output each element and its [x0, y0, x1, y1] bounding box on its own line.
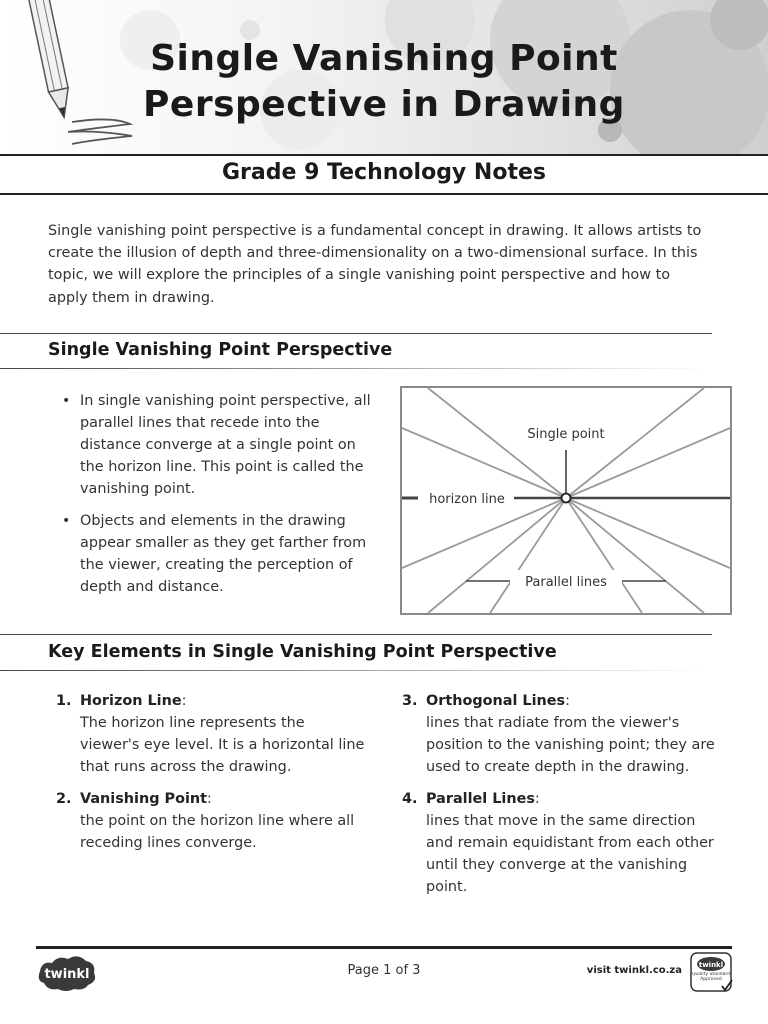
- bullet-icon: •: [62, 513, 71, 529]
- item-term: Parallel Lines: [426, 791, 535, 807]
- title-divider-bottom: [0, 193, 768, 195]
- vanishing-point-marker: [562, 494, 571, 503]
- item-term: Horizon Line: [80, 693, 182, 709]
- list-item: 2. Vanishing Point: the point on the horizon line where all receding lines converge.: [48, 788, 368, 854]
- item-description: the point on the horizon line where all receding lines converge.: [80, 813, 355, 851]
- section1-rule-bottom: [0, 368, 712, 369]
- bullet-icon: •: [62, 393, 71, 409]
- title-line-2: Perspective in Drawing: [143, 84, 625, 125]
- logo-text: twinkl: [44, 967, 90, 982]
- section1-rule-top: [0, 333, 712, 334]
- badge-title: twinkl: [698, 961, 724, 969]
- parallel-lines-label: Parallel lines: [525, 575, 607, 590]
- list-item: 4. Parallel Lines: lines that move in the same direction and remain equidistant from each other until they converge at the vanishing point.: [394, 788, 724, 898]
- key-elements-left-column: [48, 690, 368, 864]
- footer-divider: [36, 946, 732, 949]
- bullet-text: Objects and elements in the drawing appear smaller as they get farther from the viewer, creating the perception of depth and distance.: [80, 513, 367, 595]
- item-description: The horizon line represents the viewer's eye level. It is a horizontal line that runs across the drawing.: [80, 715, 365, 775]
- section2-rule-bottom: [0, 670, 712, 671]
- list-item: 3. Orthogonal Lines: lines that radiate from the viewer's position to the vanishing point; they are used to create depth in the drawing.: [394, 690, 724, 778]
- page-number: Page 1 of 3: [347, 963, 421, 978]
- list-item: [62, 510, 372, 598]
- page-subtitle: Grade 9 Technology Notes: [222, 160, 546, 185]
- item-number: 3.: [402, 693, 418, 709]
- section1-heading: Single Vanishing Point Perspective: [48, 340, 393, 360]
- badge-text: Quality Standard Approved: [692, 972, 730, 982]
- key-elements-right-column: [394, 690, 724, 908]
- page-title: [0, 36, 768, 128]
- title-divider-top: [0, 154, 768, 156]
- vanishing-point-diagram: [400, 386, 732, 615]
- quality-badge: [690, 952, 734, 994]
- item-description: lines that radiate from the viewer's position to the vanishing point; they are used to create depth in the drawing.: [426, 715, 715, 775]
- header-banner: [0, 0, 768, 154]
- section2-rule-top: [0, 634, 712, 635]
- title-line-1: Single Vanishing Point: [150, 38, 618, 79]
- single-point-label: Single point: [527, 427, 605, 442]
- list-item: 1. Horizon Line: The horizon line represents the viewer's eye level. It is a horizontal line that runs across the drawing.: [48, 690, 368, 778]
- item-number: 1.: [56, 693, 72, 709]
- item-term: Orthogonal Lines: [426, 693, 566, 709]
- bullet-text: In single vanishing point perspective, all parallel lines that recede into the distance converge at a single point on the horizon line. This point is called the vanishing point.: [80, 393, 371, 497]
- section2-heading: Key Elements in Single Vanishing Point Perspective: [48, 642, 557, 662]
- item-term: Vanishing Point: [80, 791, 208, 807]
- section1-bullet-list: [62, 390, 372, 608]
- horizon-line-label: horizon line: [429, 492, 505, 507]
- list-item: [62, 390, 372, 500]
- intro-paragraph: Single vanishing point perspective is a fundamental concept in drawing. It allows artists to create the illusion of depth and three-dimensionality on a two-dimensional surface. In this topic, we will explore the principles of a single vanishing point perspective and how to apply them in drawing.: [48, 223, 702, 306]
- item-number: 4.: [402, 791, 418, 807]
- item-description: lines that move in the same direction and remain equidistant from each other until they converge at the vanishing point.: [426, 813, 714, 895]
- item-number: 2.: [56, 791, 72, 807]
- visit-link[interactable]: visit twinkl.co.za: [586, 965, 682, 976]
